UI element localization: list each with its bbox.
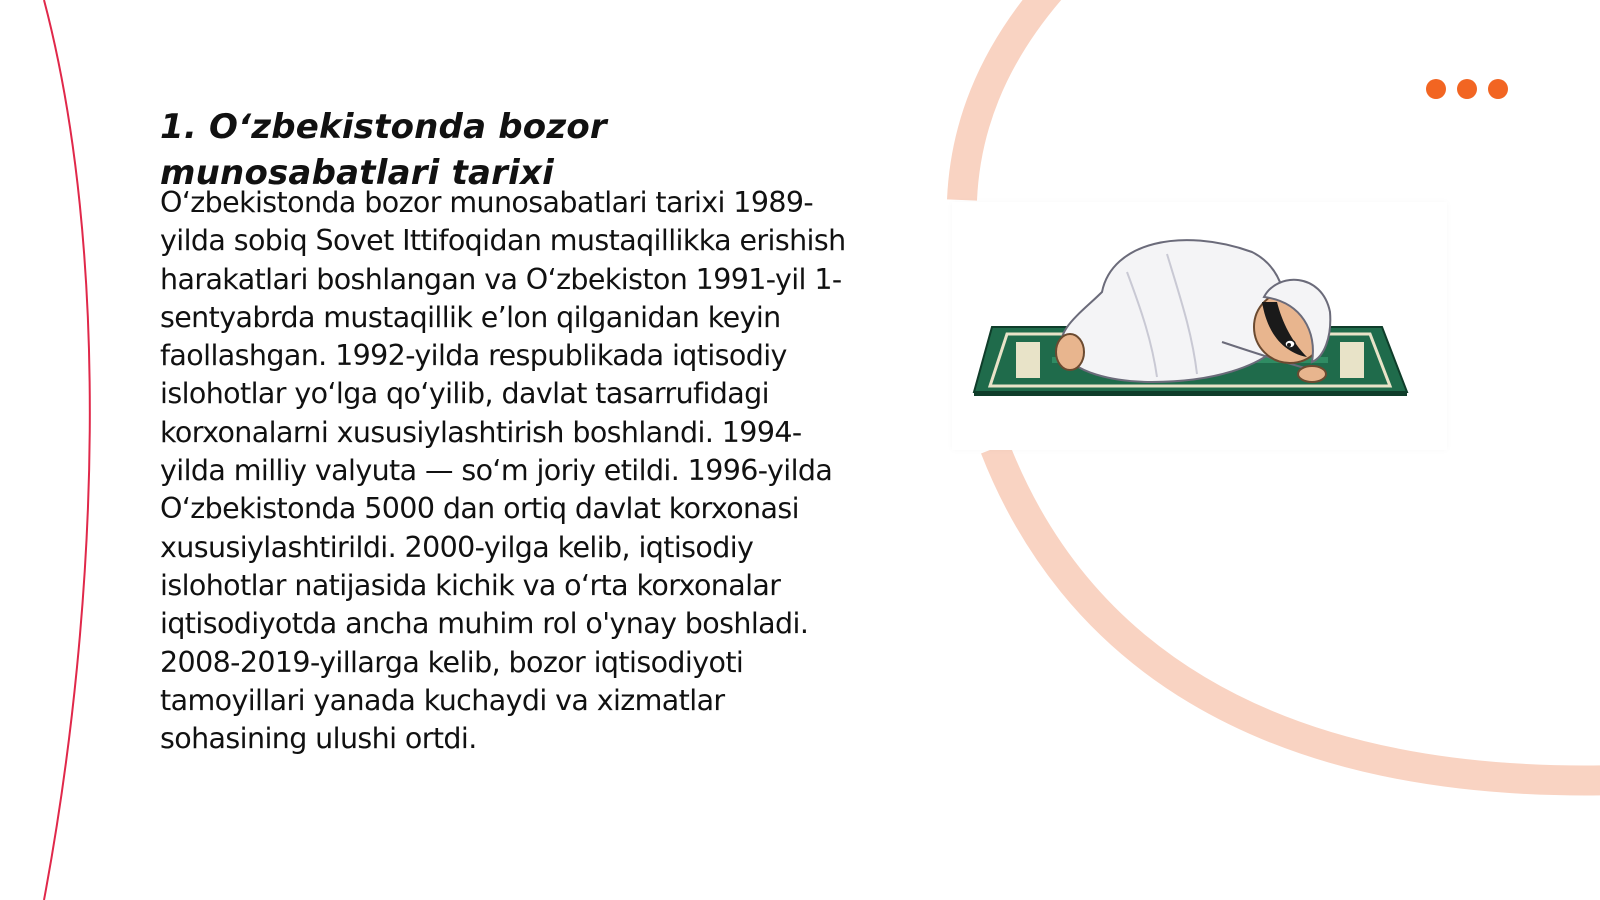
right-arc-top — [962, 0, 1050, 200]
menu-dots — [1426, 79, 1508, 99]
robe — [1061, 240, 1285, 382]
left-curve-line — [44, 0, 90, 900]
slide-title: 1. O‘zbekistonda bozor munosabatlari tarixi — [160, 107, 607, 193]
slide-body-text: O‘zbekistonda bozor munosabatlari tarixi 1989-yilda sobiq Sovet Ittifoqidan mustaqillikka erishish harakatlari boshlangan va O‘zbekiston 1991-yil 1-sentyabrda mustaqillik e’lon qilganidan keyin faollashgan. 1992-yilda respublikada iqtisodiy islohotlar yo‘lga qo‘yilib, davlat tasarrufidagi korxonalarni xususiylashtirish boshlandi. 1994-yilda milliy valyuta — so‘m joriy etildi. 1996-yilda O‘zbekistonda 5000 dan ortiq davlat korxonasi xususiylashtirildi. 2000-yilga kelib, iqtisodiy islohotlar natijasida kichik va o‘rta korxonalar iqtisodiyotda ancha muhim rol o'ynay boshladi. 2008-2019-yillarga kelib, bozor iqtisodiyoti tamoyillari yanada kuchaydi va xizmatlar sohasining ulushi ortdi. — [160, 186, 846, 756]
praying-boy-illustration — [952, 202, 1447, 450]
dot-icon — [1426, 79, 1446, 99]
dot-icon — [1457, 79, 1477, 99]
dot-icon — [1488, 79, 1508, 99]
right-arc-bottom — [995, 448, 1600, 780]
illustration-frame — [952, 202, 1447, 450]
